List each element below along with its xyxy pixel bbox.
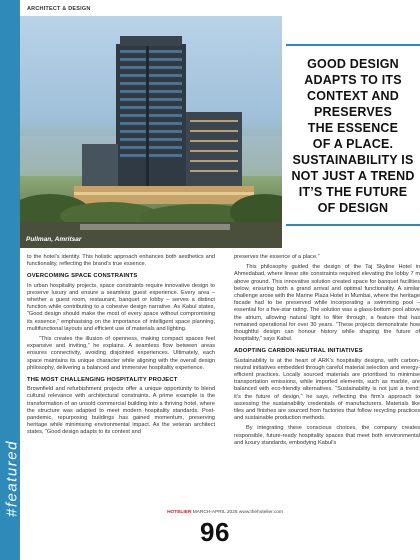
footer-site: www.thehotelier.com [238, 510, 283, 515]
paragraph: Brownfield and refurbishment projects offer a unique opportunity to blend cultural relevance with architectural constraints. A prime example is the transformation of an unsold commercial building into a thriving hotel, where the structure was adapted to meet modern hospitality standards. Post-pandemic, repurposing buildings has gained momentum, preserving heritage while minimising environmental impact. As the veteran architect states, “Good design adapts to its context and [27, 386, 215, 436]
paragraph: Sustainability is at the heart of ARK’s hospitality designs, with carbon-neutral initiatives embedded through careful material selection and energy-efficient practices. Locally sourced materials are prioritised to minimise transportation emissions, while imported elements, such as marble, are balanced with eco-friendly alternatives. “Sustainability is not just a trend; it’s the future of design,” he says, reflecting the firm’s approach to assessing the sustainability credentials of manufacturers. Materials like tiles and finishes are sourced from factories that follow recycling practices and sustainable production methods. [234, 357, 420, 422]
section-side-label [3, 410, 21, 550]
footer-brand: HOTELIER [167, 510, 192, 515]
page-number: 96 [200, 517, 230, 547]
paragraph: In urban hospitality projects, space constraints require innovative design to preserve luxury and ensure a seamless guest experience. Every area – whether a guest room, restaurant, banquet or lobby – serves a distinct function while contributing to a cohesive design narrative. As Kabul states, “Good design should make the most of every space without compromising its essence,” emphasising on the importance of intelligent space planning, multifunctional layouts and efficient use of materials and lighting. [27, 282, 215, 332]
paragraph: to the hotel’s identity. This holistic approach enhances both aesthetics and functionality, reflecting the brand’s true essence. [27, 254, 215, 268]
hotel-building-illustration [20, 16, 282, 248]
article-column-right [234, 254, 420, 450]
subheading: ADOPTING CARBON-NEUTRAL INITIATIVES [234, 348, 363, 355]
subheading: THE MOST CHALLENGING HOSPITALITY PROJECT [27, 377, 178, 384]
side-label-text: #featured [3, 440, 21, 517]
section-tag: ARCHITECT & DESIGN [27, 6, 91, 12]
footer-issue: MARCH-APRIL 2025 [192, 510, 238, 515]
photo-caption: Pullman, Amritsar [26, 236, 82, 243]
paragraph: By integrating these conscious choices, the company creates responsible, future-ready hospitality spaces that meet both environmental and luxury standards, embodying Kabul’s [234, 425, 420, 446]
paragraph: preserves the essence of a place.” [234, 254, 320, 260]
pull-quote-text: GOOD DESIGN ADAPTS TO ITS CONTEXT AND PRESERVES THE ESSENCE OF A PLACE. SUSTAINABILITY IS NOT JUST A TREND IT’S THE FUTURE OF DESIGN [291, 57, 415, 215]
paragraph: This philosophy guided the design of the Taj Skyline Hotel in Ahmedabad, where linear site constraints required elevating the lobby 7 m above ground. This innovative solution created space for banquet facilities below, ensuring both a grand arrival and optimal functionality. A similar challenge arose with the Marine Plaza Hotel in Mumbai, where the heritage facade had to be preserved while incorporating a swimming pool – essential for a five-star rating. The solution was a glass-bottom pool above the atrium, allowing natural light to filter through, a feature that has remained operational for over 30 years. “These projects demonstrate how thoughtful design can honour history while shaping the future of hospitality,” says Kabul. [234, 264, 420, 343]
paragraph: “This creates the illusion of openness, making compact spaces feel expansive and inviting,” he explains. A seamless flow between areas ensures connectivity, avoiding disjointed experiences. Ultimately, each space maintains its unique character while aligning with the overall design philosophy, delivering a balanced and immersive hospitality experience. [27, 336, 215, 371]
hero-photo [20, 16, 282, 248]
article-column-left [27, 254, 215, 440]
page-footer [100, 510, 350, 515]
pull-quote [286, 44, 420, 226]
side-strip [0, 0, 20, 560]
subheading: OVERCOMING SPACE CONSTRAINTS [27, 273, 138, 280]
